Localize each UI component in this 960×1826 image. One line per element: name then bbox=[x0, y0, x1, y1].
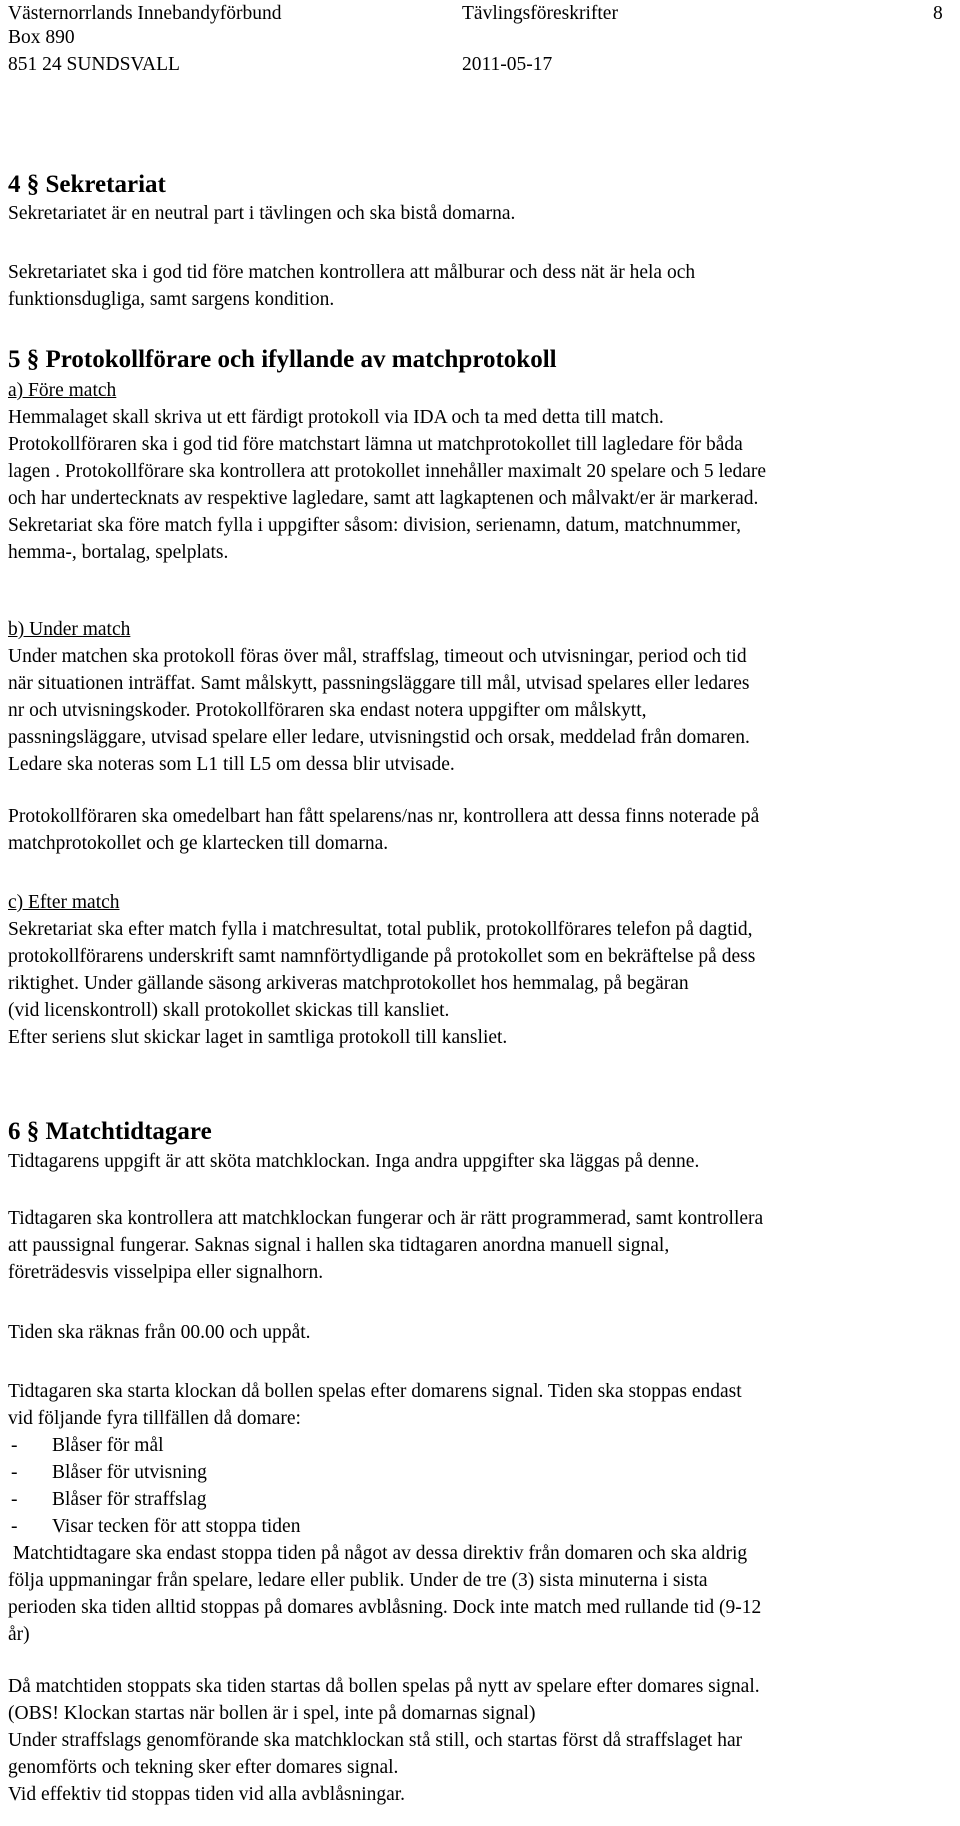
header-doc-title: Tävlingsföreskrifter bbox=[462, 3, 618, 24]
section-6-p1 bbox=[8, 1148, 953, 1175]
section-symbol: § bbox=[26, 171, 40, 198]
section-5c-line: Efter seriens slut skickar laget in samtliga protokoll till kansliet. bbox=[8, 1027, 508, 1048]
section-4-p2-line: funktionsdugliga, samt sargens kondition. bbox=[8, 289, 335, 310]
section-4-p2-line: Sekretariatet ska i god tid före matchen kontrollera att målburar och dess nät är hela och bbox=[8, 262, 696, 283]
section-6-p2-line: att paussignal fungerar. Saknas signal i hallen ska tidtagaren anordna manuell signal, bbox=[8, 1235, 670, 1256]
section-5b2-line: matchprotokollet och ge klartecken till domarna. bbox=[8, 833, 389, 854]
list-item: - Blåser för utvisning bbox=[8, 1459, 953, 1486]
section-6-p3 bbox=[8, 1319, 953, 1346]
section-6-p2-line: Tidtagaren ska kontrollera att matchklockan fungerar och är rätt programmerad, samt kontrollera bbox=[8, 1208, 764, 1229]
section-5b-2 bbox=[8, 803, 953, 857]
list-item: - Blåser för mål bbox=[8, 1432, 953, 1459]
section-5a-line: Sekretariat ska före match fylla i uppgifter såsom: division, serienamn, datum, matchnummer, bbox=[8, 515, 741, 536]
header-address-city: 851 24 SUNDSVALL bbox=[8, 54, 180, 75]
list-item: - Visar tecken för att stoppa tiden bbox=[8, 1513, 953, 1540]
section-6-heading bbox=[8, 1117, 212, 1147]
section-4-body-2 bbox=[8, 259, 953, 313]
section-6-number: 6 bbox=[8, 1118, 21, 1145]
section-4-p1: Sekretariatet är en neutral part i tävlingen och ska bistå domarna. bbox=[8, 203, 516, 224]
section-6-p4-line: Tidtagaren ska starta klockan då bollen spelas efter domarens signal. Tiden ska stoppas endast bbox=[8, 1381, 742, 1402]
section-5b-line: Ledare ska noteras som L1 till L5 om dessa blir utvisade. bbox=[8, 754, 455, 775]
section-6-p6-line: Under straffslags genomförande ska matchklockan stå still, och startas först då straffslaget har bbox=[8, 1730, 743, 1751]
section-6-p2-line: företrädesvis visselpipa eller signalhorn. bbox=[8, 1262, 324, 1283]
section-5c-line: (vid licenskontroll) skall protokollet skickas till kansliet. bbox=[8, 1000, 450, 1021]
section-6-p6-line: genomförts och tekning sker efter domares signal. bbox=[8, 1757, 399, 1778]
section-5a-line: Hemmalaget skall skriva ut ett färdigt protokoll via IDA och ta med detta till match. bbox=[8, 407, 664, 428]
section-6-p5-line: perioden ska tiden alltid stoppas på domares avblåsning. Dock inte match med rullande tid (9-12 bbox=[8, 1597, 762, 1618]
section-5b-line: Under matchen ska protokoll föras över mål, straffslag, timeout och utvisningar, period och tid bbox=[8, 646, 747, 667]
section-5a bbox=[8, 377, 953, 566]
section-4-heading bbox=[8, 170, 166, 200]
section-5c-line: Sekretariat ska efter match fylla i matchresultat, total publik, protokollförares telefon på dagtid, bbox=[8, 919, 753, 940]
section-4-number: 4 bbox=[8, 171, 21, 198]
header-row-1 bbox=[8, 0, 953, 27]
section-5c-line: riktighet. Under gällande säsong arkiveras matchprotokollet hos hemmalag, på begäran bbox=[8, 973, 689, 994]
header-page-number: 8 bbox=[933, 3, 943, 24]
section-6-p1-line: Tidtagarens uppgift är att sköta matchklockan. Inga andra uppgifter ska läggas på denne. bbox=[8, 1151, 700, 1172]
section-6-title: Matchtidtagare bbox=[45, 1118, 212, 1145]
section-5a-line: och har undertecknats av respektive lagledare, samt att lagkaptenen och målvakt/er är markerad. bbox=[8, 488, 759, 509]
section-6-p6 bbox=[8, 1673, 953, 1808]
list-item: - Blåser för straffslag bbox=[8, 1486, 953, 1513]
section-5b-line: när situationen inträffat. Samt målskytt, passningsläggare till mål, utvisad spelares eller ledares bbox=[8, 673, 750, 694]
section-6-p6-line: Vid effektiv tid stoppas tiden vid alla avblåsningar. bbox=[8, 1784, 406, 1805]
section-5-heading bbox=[8, 345, 557, 375]
section-6-p3-line: Tiden ska räknas från 00.00 och uppåt. bbox=[8, 1322, 311, 1343]
header-date: 2011-05-17 bbox=[462, 54, 553, 75]
section-6-p6-line: (OBS! Klockan startas när bollen är i spel, inte på domarnas signal) bbox=[8, 1703, 536, 1724]
section-5c-line: protokollförarens underskrift samt namnförtydligande på protokollet som en bekräftelse på dess bbox=[8, 946, 756, 967]
stop-conditions-list bbox=[8, 1432, 953, 1540]
section-4-body bbox=[8, 200, 953, 227]
header-org: Västernorrlands Innebandyförbund bbox=[8, 3, 282, 24]
section-6-p6-line: Då matchtiden stoppats ska tiden startas då bollen spelas på nytt av spelare efter domares signal. bbox=[8, 1676, 760, 1697]
subsection-b-heading: b) Under match bbox=[8, 619, 131, 640]
section-5b2-line: Protokollföraren ska omedelbart han fått spelarens/nas nr, kontrollera att dessa finns noterade på bbox=[8, 806, 760, 827]
section-5a-line: hemma-, bortalag, spelplats. bbox=[8, 542, 229, 563]
section-6-p4 bbox=[8, 1378, 953, 1648]
header-address-box: Box 890 bbox=[8, 27, 75, 48]
section-5-number: 5 bbox=[8, 346, 21, 373]
section-5c bbox=[8, 889, 953, 1051]
section-6-p5-line: Matchtidtagare ska endast stoppa tiden på något av dessa direktiv från domaren och ska aldrig bbox=[8, 1543, 748, 1564]
section-4-title: Sekretariat bbox=[45, 171, 166, 198]
section-symbol: § bbox=[26, 1118, 40, 1145]
section-5b-line: nr och utvisningskoder. Protokollföraren ska endast notera uppgifter om målskytt, bbox=[8, 700, 647, 721]
header-row-2 bbox=[8, 24, 953, 51]
subsection-a-heading: a) Före match bbox=[8, 380, 117, 401]
subsection-c-heading: c) Efter match bbox=[8, 892, 120, 913]
section-symbol: § bbox=[26, 346, 40, 373]
section-5b bbox=[8, 616, 953, 778]
section-6-p5-line: följa uppmaningar från spelare, ledare eller publik. Under de tre (3) sista minuterna i sista bbox=[8, 1570, 708, 1591]
section-6-p2 bbox=[8, 1205, 953, 1286]
section-5-title: Protokollförare och ifyllande av matchprotokoll bbox=[45, 346, 557, 373]
section-5b-line: passningsläggare, utvisad spelare eller ledare, utvisningstid och orsak, meddelad från domaren. bbox=[8, 727, 750, 748]
header-row-3 bbox=[8, 51, 953, 78]
section-6-p5-line: år) bbox=[8, 1624, 30, 1645]
section-5a-line: lagen . Protokollförare ska kontrollera att protokollet innehåller maximalt 20 spelare och 5 ledare bbox=[8, 461, 767, 482]
section-6-p4-line: vid följande fyra tillfällen då domare: bbox=[8, 1408, 301, 1429]
section-5a-line: Protokollföraren ska i god tid före matchstart lämna ut matchprotokollet till lagledare för båda bbox=[8, 434, 743, 455]
